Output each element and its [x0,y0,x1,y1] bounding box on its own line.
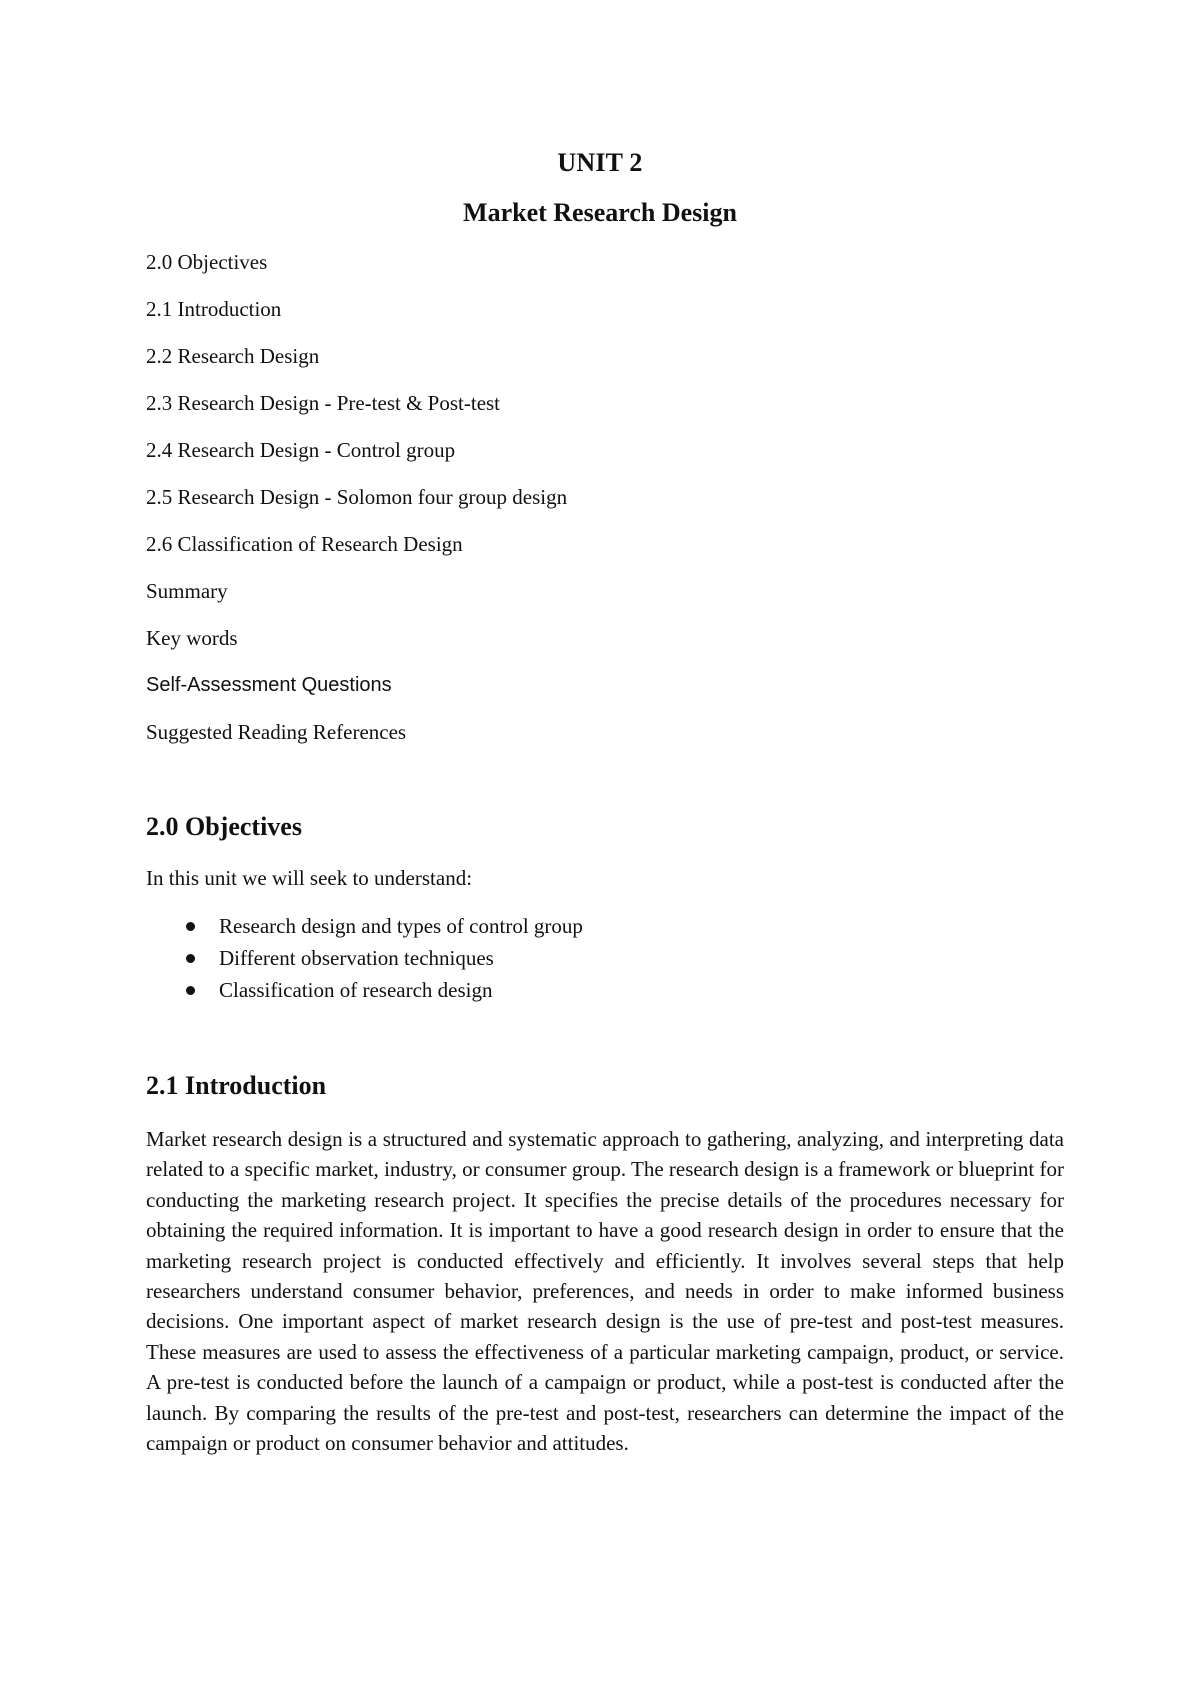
toc-item: 2.2 Research Design [146,344,320,368]
list-item [146,912,583,944]
toc-item: Self-Assessment Questions [146,674,392,696]
list-item-text: Classification of research design [219,978,493,1002]
toc-item: Key words [146,626,238,650]
objectives-list [146,912,583,1008]
toc-item: 2.5 Research Design - Solomon four group design [146,485,568,509]
list-item-text: Different observation techniques [219,946,494,970]
bullet-icon [186,954,195,963]
unit-title: Market Research Design [463,198,737,227]
toc-item: 2.6 Classification of Research Design [146,532,463,556]
toc-item: 2.0 Objectives [146,250,268,274]
introduction-paragraph: Market research design is a structured and systematic approach to gathering, analyzing, and interpreting data related to a specific market, industry, or consumer group. The research design is a framework or blueprint for conducting the marketing research project. It specifies the precise details of the procedures necessary for obtaining the required information. It is important to have a good research design in order to ensure that the marketing research project is conducted effectively and efficiently. It involves several steps that help researchers understand consumer behavior, preferences, and needs in order to make informed business decisions. One important aspect of market research design is the use of pre-test and post-test measures. These measures are used to assess the effectiveness of a particular marketing campaign, product, or service. A pre-test is conducted before the launch of a campaign or product, while a post-test is conducted after the launch. By comparing the results of the pre-test and post-test, researchers can determine the impact of the campaign or product on consumer behavior and attitudes. [146,1127,1064,1456]
objectives-intro: In this unit we will seek to understand: [146,866,473,890]
toc-item: 2.1 Introduction [146,297,282,321]
list-item [146,976,583,1008]
table-of-contents [146,248,567,765]
list-item [146,944,583,976]
toc-item: Suggested Reading References [146,720,407,744]
toc-item: 2.4 Research Design - Control group [146,438,456,462]
objectives-heading: 2.0 Objectives [146,812,302,841]
list-item-text: Research design and types of control group [219,914,583,938]
bullet-icon [186,986,195,995]
toc-item: Summary [146,579,228,603]
bullet-icon [186,922,195,931]
introduction-heading: 2.1 Introduction [146,1071,327,1100]
toc-item: 2.3 Research Design - Pre-test & Post-test [146,391,501,415]
unit-label: UNIT 2 [557,148,643,177]
